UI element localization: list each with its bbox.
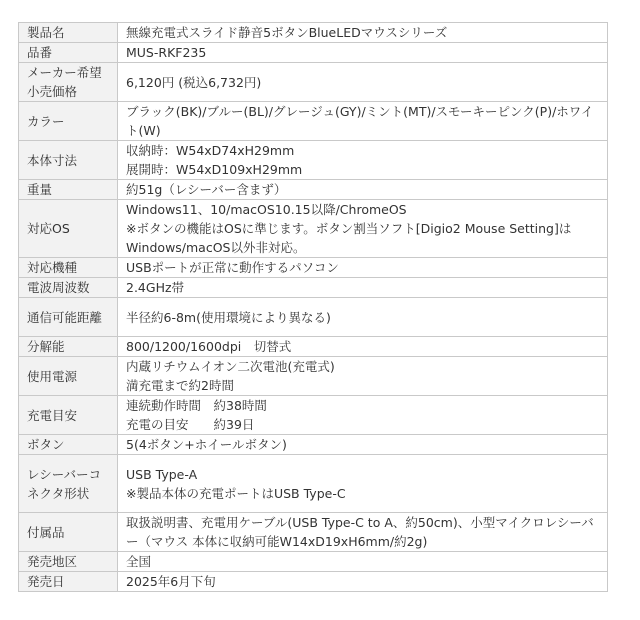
spec-row-product-name (19, 23, 608, 43)
spec-value-line: ブラック(BK)/ブルー(BL)/グレージュ(GY)/ミント(MT)/スモーキーピンク(P)/ホワイト(W) (126, 104, 594, 138)
spec-table-body (19, 23, 608, 592)
spec-value-line: 連続動作時間 約38時間 (126, 398, 267, 413)
spec-value-line: ※ボタンの機能はOSに準じます。ボタン割当ソフト[Digio2 Mouse Setting]はWindows/macOS以外非対応。 (126, 221, 572, 255)
spec-label: 付属品 (19, 513, 118, 552)
spec-label: 分解能 (19, 337, 118, 357)
spec-row-resolution (19, 337, 608, 357)
spec-value-line: USB Type-A (126, 466, 198, 482)
spec-label: 対応機種 (19, 258, 118, 278)
spec-value-line: ※製品本体の充電ポートはUSB Type-C (126, 485, 346, 501)
spec-value (118, 396, 608, 435)
spec-row-price (19, 63, 608, 102)
spec-row-power (19, 357, 608, 396)
spec-value-line: Windows11、10/macOS10.15以降/ChromeOS (126, 202, 407, 217)
spec-value (118, 200, 608, 258)
spec-value-line: 半径約6-8m(使用環境により異なる) (126, 309, 331, 325)
spec-label: 本体寸法 (19, 141, 118, 180)
spec-value (118, 455, 608, 513)
spec-value-line: 満充電まで約2時間 (126, 378, 234, 393)
spec-label: 品番 (19, 43, 118, 63)
spec-value (118, 102, 608, 141)
spec-value (118, 63, 608, 102)
spec-row-charging (19, 396, 608, 435)
spec-value (118, 23, 608, 43)
spec-label: 使用電源 (19, 357, 118, 396)
spec-value (118, 141, 608, 180)
spec-row-model-number (19, 43, 608, 63)
spec-value (118, 552, 608, 572)
spec-row-weight (19, 180, 608, 200)
spec-label: 発売地区 (19, 552, 118, 572)
spec-value-line: 6,120円 (税込6,732円) (126, 74, 262, 90)
spec-value-line: 展開時：W54xD109xH29mm (126, 162, 303, 177)
spec-value (118, 298, 608, 337)
spec-row-color (19, 102, 608, 141)
spec-value-line: MUS-RKF235 (126, 45, 207, 60)
spec-row-buttons (19, 435, 608, 455)
spec-label: カラー (19, 102, 118, 141)
spec-value-line: 約51g（レシーバー含まず） (126, 182, 287, 197)
spec-value-line: 2.4GHz帯 (126, 280, 185, 295)
spec-value-line: 収納時：W54xD74xH29mm (126, 143, 295, 158)
spec-label: 発売日 (19, 572, 118, 592)
spec-value (118, 435, 608, 455)
spec-value (118, 258, 608, 278)
spec-value (118, 513, 608, 552)
spec-value (118, 180, 608, 200)
spec-value-line: 2025年6月下旬 (126, 574, 216, 589)
spec-value-line: 全国 (126, 554, 152, 569)
spec-label: 重量 (19, 180, 118, 200)
spec-value (118, 572, 608, 592)
spec-value-line: 充電の目安 約39日 (126, 417, 255, 432)
spec-row-receiver-connector (19, 455, 608, 513)
spec-value (118, 278, 608, 298)
spec-label: 電波周波数 (19, 278, 118, 298)
spec-label: レシーバーコネクタ形状 (19, 455, 118, 513)
spec-label: 通信可能距離 (19, 298, 118, 337)
spec-table (18, 22, 608, 592)
spec-label: 充電目安 (19, 396, 118, 435)
spec-value (118, 43, 608, 63)
spec-row-sales-region (19, 552, 608, 572)
spec-label: ボタン (19, 435, 118, 455)
spec-value (118, 337, 608, 357)
spec-label: 対応OS (19, 200, 118, 258)
spec-value-line: 無線充電式スライド静音5ボタンBlueLEDマウスシリーズ (126, 25, 448, 40)
spec-row-dimensions (19, 141, 608, 180)
spec-row-range (19, 298, 608, 337)
spec-row-release-date (19, 572, 608, 592)
spec-row-accessories (19, 513, 608, 552)
spec-value-line: 800/1200/1600dpi 切替式 (126, 339, 292, 354)
spec-label: 製品名 (19, 23, 118, 43)
spec-value-line: 取扱説明書、充電用ケーブル(USB Type-C to A、約50cm)、小型マイクロレシーバー（マウス 本体に収納可能W14xD19xH6mm/約2g) (126, 515, 594, 549)
spec-value-line: USBポートが正常に動作するパソコン (126, 260, 339, 275)
spec-row-supported-os (19, 200, 608, 258)
spec-value-line: 5(4ボタン+ホイールボタン) (126, 437, 287, 452)
spec-row-frequency (19, 278, 608, 298)
spec-row-compatible-devices (19, 258, 608, 278)
spec-value-line: 内蔵リチウムイオン二次電池(充電式) (126, 359, 335, 374)
spec-value (118, 357, 608, 396)
spec-label: メーカー希望小売価格 (19, 63, 118, 102)
